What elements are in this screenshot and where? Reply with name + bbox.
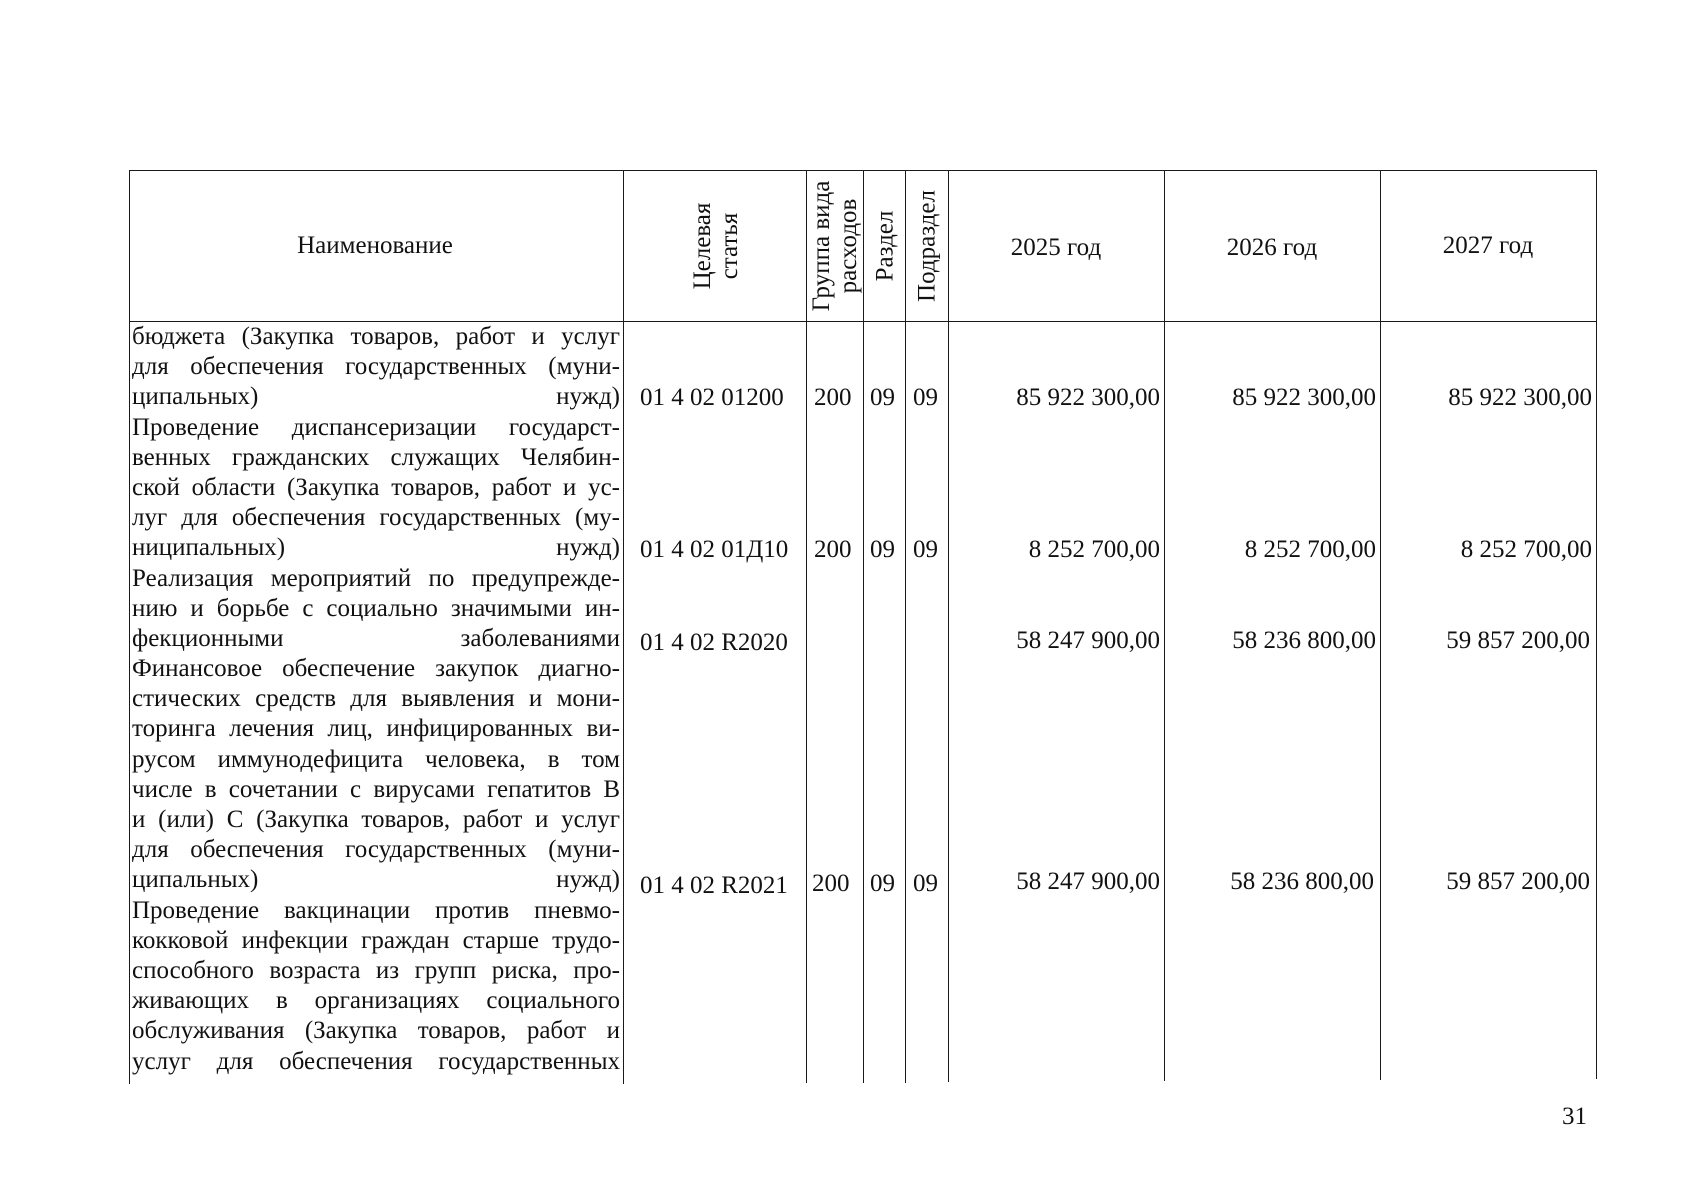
header-target-article-line1: Целевая	[689, 202, 716, 290]
row-amount-2025: 58 247 900,00	[1016, 627, 1160, 654]
row-section: 09	[870, 536, 895, 563]
col-border-section	[905, 170, 906, 1083]
header-section: Раздел	[871, 210, 899, 282]
name-line: Проведение диспансеризации государст-	[132, 413, 620, 441]
col-border-2025	[1164, 170, 1165, 1081]
name-line: ской области (Закупка товаров, работ и ус-	[132, 473, 620, 501]
name-line: нию и борьбе с социально значимыми ин-	[132, 594, 620, 622]
row-expense-group: 200	[814, 384, 852, 411]
col-border-2026	[1380, 170, 1381, 1080]
name-line: Проведение вакцинации против пневмо-	[132, 896, 620, 924]
name-line: Финансовое обеспечение закупок диагно-	[132, 655, 620, 683]
header-target-article	[689, 203, 743, 290]
name-line: для обеспечения государственных (муни-	[132, 353, 620, 381]
name-line: для обеспечения государственных (муни-	[132, 836, 620, 864]
row-expense-group: 200	[812, 870, 850, 897]
name-line: стических средств для выявления и мони-	[132, 685, 620, 713]
row-target-article: 01 4 02 01200	[640, 384, 784, 411]
name-line: числе в сочетании с вирусами гепатитов B	[132, 775, 620, 803]
header-target-article-line2: статья	[716, 212, 743, 280]
name-line: ниципальных) нужд)	[132, 534, 620, 562]
col-border-right	[1596, 170, 1597, 1079]
name-line: и (или) C (Закупка товаров, работ и услуг	[132, 806, 620, 833]
header-expense-group-line2: расходов	[835, 198, 862, 294]
name-column-text	[132, 322, 620, 1077]
col-border-left	[129, 170, 130, 1084]
row-target-article: 01 4 02 R2020	[640, 629, 788, 656]
row-amount-2025: 58 247 900,00	[1016, 868, 1160, 895]
col-border-subsection	[948, 170, 949, 1082]
row-subsection: 09	[913, 384, 938, 411]
row-amount-2026: 8 252 700,00	[1244, 536, 1376, 563]
name-line: луг для обеспечения государственных (му-	[132, 504, 620, 532]
row-target-article: 01 4 02 R2021	[640, 872, 788, 899]
col-border-code	[806, 170, 807, 1083]
name-line: обслуживания (Закупка товаров, работ и	[132, 1017, 620, 1045]
row-subsection: 09	[913, 870, 938, 897]
row-section: 09	[870, 870, 895, 897]
row-target-article: 01 4 02 01Д10	[640, 536, 789, 563]
row-amount-2027: 8 252 700,00	[1460, 536, 1592, 563]
row-amount-2025: 85 922 300,00	[1016, 384, 1160, 411]
name-line: живающих в организациях социального	[132, 987, 620, 1015]
name-line: кокковой инфекции граждан старше трудо-	[132, 926, 620, 954]
row-amount-2026: 85 922 300,00	[1232, 384, 1376, 411]
row-amount-2025: 8 252 700,00	[1028, 536, 1160, 563]
row-amount-2027: 59 857 200,00	[1446, 868, 1590, 895]
name-line: Реализация мероприятий по предупрежде-	[132, 564, 620, 592]
name-line: ципальных) нужд)	[132, 866, 620, 894]
col-border-name	[623, 170, 624, 1084]
col-border-group	[863, 170, 864, 1083]
header-expense-group	[808, 181, 862, 312]
name-line: венных гражданских служащих Челябин-	[132, 443, 620, 471]
row-amount-2026: 58 236 800,00	[1230, 868, 1374, 895]
header-expense-group-line1: Группа вида	[808, 180, 835, 312]
page-number: 31	[1562, 1103, 1587, 1130]
name-line: русом иммунодефицита человека, в том	[132, 745, 620, 773]
header-year-2026: 2026 год	[1226, 234, 1318, 261]
header-year-2027: 2027 год	[1442, 232, 1534, 259]
header-subsection: Подраздел	[913, 190, 941, 302]
name-line: услуг для обеспечения государственных	[132, 1047, 620, 1075]
name-line: торинга лечения лиц, инфицированных ви-	[132, 715, 620, 743]
row-subsection: 09	[913, 536, 938, 563]
row-amount-2027: 85 922 300,00	[1448, 384, 1592, 411]
name-line: бюджета (Закупка товаров, работ и услуг	[132, 323, 620, 350]
row-amount-2026: 58 236 800,00	[1232, 627, 1376, 654]
name-line: фекционными заболеваниями	[132, 624, 620, 652]
row-section: 09	[870, 384, 895, 411]
row-amount-2027: 59 857 200,00	[1446, 627, 1590, 654]
header-name: Наименование	[297, 232, 453, 259]
name-line: способного возраста из групп риска, про-	[132, 956, 620, 984]
row-expense-group: 200	[814, 536, 852, 563]
name-line: ципальных) нужд)	[132, 383, 620, 411]
header-year-2025: 2025 год	[1010, 234, 1102, 261]
